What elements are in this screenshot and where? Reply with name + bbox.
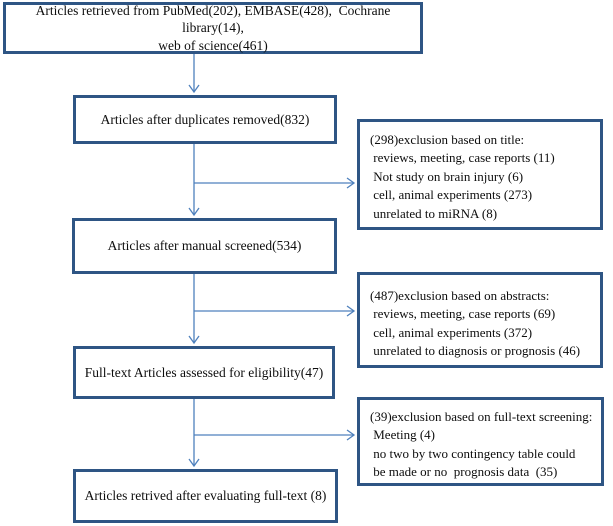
exclusion-abstract-line: cell, animal experiments (372) xyxy=(370,324,533,340)
box-final-retrieved-label: Articles retrived after evaluating full-text (8) xyxy=(84,488,327,504)
exclusion-title-line: Not study on brain injury (6) xyxy=(370,168,524,184)
exclusion-abstract-line: reviews, meeting, case reports (69) xyxy=(370,306,556,322)
arrow-branch-fulltext-exclusion xyxy=(194,430,354,440)
exclusion-title-line: (298)exclusion based on title: xyxy=(370,132,525,147)
exclusion-abstract-line: unrelated to diagnosis or prognosis (46) xyxy=(370,343,581,359)
box-articles-retrieved-line2: web of science(461) xyxy=(158,37,268,53)
box-fulltext-assessed-label: Full-text Articles assessed for eligibility(47) xyxy=(84,364,324,380)
box-manual-screened-label: Articles after manual screened(534) xyxy=(107,238,302,254)
box-duplicates-removed-label: Articles after duplicates removed(832) xyxy=(100,111,310,127)
box-fulltext-assessed xyxy=(73,346,335,399)
box-articles-retrieved xyxy=(3,2,423,54)
box-exclusion-title-screening xyxy=(357,119,603,230)
exclusion-fulltext-line: no two by two contingency table could xyxy=(370,445,576,461)
exclusion-title-line: reviews, meeting, case reports (11) xyxy=(370,150,555,166)
box-manual-screened xyxy=(72,218,337,274)
box-final-retrieved xyxy=(73,469,338,523)
exclusion-fulltext-line: Meeting (4) xyxy=(370,427,435,443)
arrow-duplicates-to-screened xyxy=(189,144,199,215)
exclusion-abstract-line: (487)exclusion based on abstracts: xyxy=(370,288,550,303)
box-duplicates-removed xyxy=(73,95,337,144)
arrow-fulltext-to-final xyxy=(189,399,199,466)
box-exclusion-fulltext-screening xyxy=(357,397,604,486)
arrow-retrieved-to-duplicates xyxy=(189,54,199,92)
arrow-branch-title-exclusion xyxy=(194,178,354,188)
exclusion-title-line: cell, animal experiments (273) xyxy=(370,187,533,203)
exclusion-fulltext-line: (39)exclusion based on full-text screening: xyxy=(370,409,593,424)
exclusion-title-line: unrelated to miRNA (8) xyxy=(370,205,498,221)
box-exclusion-abstract-screening xyxy=(357,272,603,368)
arrow-branch-abstract-exclusion xyxy=(194,306,354,316)
exclusion-fulltext-line: be made or no prognosis data (35) xyxy=(370,464,558,480)
arrow-screened-to-fulltext xyxy=(189,274,199,343)
box-articles-retrieved-line1: Articles retrieved from PubMed(202), EMBASE(428), Cochrane library(14), xyxy=(35,2,394,36)
